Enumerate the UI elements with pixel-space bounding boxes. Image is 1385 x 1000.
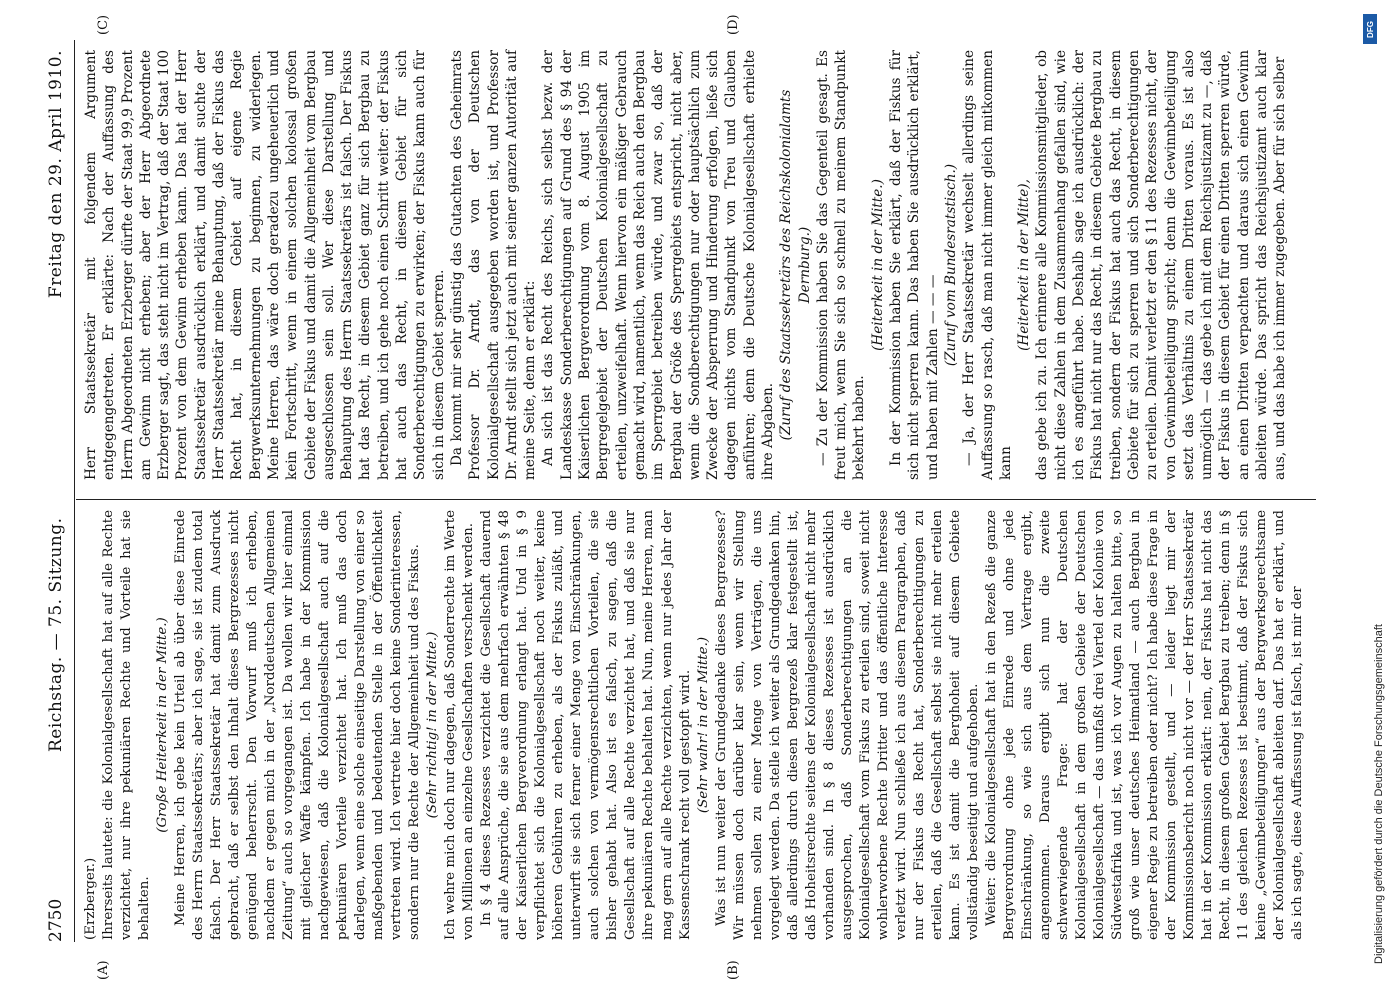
paragraph: das gebe ich zu. Ich erinnere alle Kommissionsmitglieder, ob nicht diese Zahlen in dem Zusammenhang gefallen sind, wie ich es angeführt habe. Deshalb sage ich ausdrücklich: der Fiskus hat nicht nur das Recht, in diesem Gebiete Bergbau zu treiben, sondern der Fiskus hat auch das Recht, in diesem Gebiete für sich zu sperren und sich Sonderberechtigungen zu erteilen. Damit verletzt er den § 11 des Rezesses nicht, der von Gewinnbeteiligung spricht; denn die Gewinnbeteiligung setzt das Verhältnis zu einem Dritten voraus. Es ist also unmöglich — das gebe ich mit dem Reichsjustizamt zu —, daß der Fiskus in diesem Gebiet für einen Dritten sperren würde, an einen Dritten verpachten und daraus sich einen Gewinn ableiten würde. Das spricht das Reichsjustizamt auch klar aus, und das habe ich immer zugegeben. Aber für sich selber	[1034, 50, 1289, 480]
margin-mark-b: (B)	[726, 960, 741, 980]
paragraph: (Sehr richtig! in der Mitte.)	[425, 631, 441, 819]
paragraph: Weiter: die Kolonialgesellschaft hat in den Rezeß die ganze Bergverordnung ohne jede Einrede und ohne jede Einschränkung, so wie sich aus dem Vertrage ergibt, angenommen. Daraus ergibt sich nun die zweite schwerwiegende Frage: hat der Deutschen Kolonialgesellschaft in dem großen Gebiete der Deutschen Kolonialgesellschaft — das umfaßt drei Viertel der Kolonie von Südwestafrika und ist, was ich vor Augen zu halten bitte, so groß wie unser deutsches Heimatland — auch Bergbau in eigener Regie zu betreiben oder nicht? Ich habe diese Frage in der Kommission gestellt, und — leider liegt mir der Kommissionsbericht noch nicht vor — der Herr Staatssekretär hat in der Kommission erklärt: nein, der Fiskus hat nicht das Recht, in diesem großen Gebiet Bergbau zu treiben; denn in § 11 des gleichen Rezesses ist bestimmt, daß der Fiskus sich keine „Gewinnbeteiligungen“ aus der Bergwerksgerechtsame der Kolonialgesellschaft ableiten darf. Das hat er erklärt, und als ich sagte, diese Auffassung ist falsch, ist mir der	[983, 509, 1306, 940]
paragraph: (Sehr wahr! in der Mitte.)	[695, 636, 711, 814]
paragraph: An sich ist das Recht des Reichs, sich selbst bezw. der Landeskasse Sonderberechtigungen auf Grund des § 94 der Kaiserlichen Bergverordnung vom 8. August 1905 im Bergregelgebiet der Deutschen Kolonialgesellschaft zu erteilen, unzweifelhaft. Wenn hiervon ein mäßiger Gebrauch gemacht wird, namentlich, wenn das Reich auch den Bergbau im Sperrgebiet betreiben würde, und zwar so, daß der Bergbau der Größe des Sperrgebiets entspricht, nicht aber, wenn die Sondberechtigungen nur oder hauptsächlich zum Zwecke der Absperrung und Hinderung erfolgen, ließe sich dagegen nichts vom Standpunkt von Treu und Glauben anführen; denn die Deutsche Kolonialgesellschaft erhielte ihre Abgaben.	[540, 50, 776, 480]
paragraph: Was ist nun weiter der Grundgedanke dieses Bergrezesses? Wir müssen doch darüber klar sein, wenn wir Stellung nehmen sollen zu einer Menge von Verträgen, die uns vorgelegt werden. Da stelle ich weiter als Grundgedanken hin, daß allerdings durch diesen Bergrezeß klar festgestellt ist, daß Hoheitsrechte seitens der Kolonialgesellschaft nicht mehr vorhanden sind. In § 8 dieses Rezesses ist ausdrücklich ausgesprochen, daß Sonderberechtigungen an die Kolonialgesellschaft vom Fiskus zu erteilen sind, soweit nicht wohlerworbene Rechte Dritter und das öffentliche Interesse verletzt wird. Nun schließe ich aus diesem Paragraphen, daß nur der Fiskus das Recht hat, Sonderberechtigungen zu erteilen, daß die Gesellschaft selbst sie nicht mehr erteilen kann. Es ist damit die Berghoheit auf diesem Gebiete vollständig beseitigt und aufgehoben.	[713, 510, 981, 940]
rotated-page	[26, 0, 1356, 1000]
margin-mark-d: (D)	[726, 14, 741, 35]
page-header	[46, 40, 72, 942]
paragraph: (Heiterkeit in der Mitte),	[1016, 179, 1033, 351]
paragraph: Herr Staatssekretär mit folgendem Argument entgegengetreten. Er erklärte: Nach der Auffassung des Herrn Abgeordneten Erzberger dürfte der Staat 99,9 Prozent am Gewinn nicht erheben; aber der Herr Abgeordnete Erzberger sagt, das steht nicht im Vertrag, daß der Staat 100 Prozent von dem Gewinn erheben kann. Das hat der Herr Staatssekretär ausdrücklich erklärt, und damit suchte der Herr Staatssekretär meine Behauptung, daß der Fiskus das Recht hat, in diesem Gebiet auf eigene Regie Bergwerksunternehmungen zu beginnen, zu widerlegen. Meine Herren, das wäre doch geradezu ungeheuerlich und kein Fortschritt, wenn in einem solchen kolossal großen Gebiete der Fiskus und damit die Allgemeinheit vom Bergbau ausgeschlossen sein soll. Wer diese Darstellung und Behauptung des Herrn Staatssekretärs ist falsch. Der Fiskus hat das Recht, in diesem Gebiet ganz für sich Bergbau zu betreiben, und ich gehe noch einen Schritt weiter: der Fiskus hat auch das Recht, in diesem Gebiet für sich Sonderberechtigungen zu erwirken; der Fiskus kann auch für sich in diesem Gebiet sperren.	[83, 50, 447, 480]
paragraph: In § 4 dieses Rezesses verzichtet die Gesellschaft dauernd auf alle Ansprüche, die sie aus dem mehrfach erwähnten § 48 der Kaiserlichen Bergverordnung erlangt hat. Und in § 9 verpflichtet sich die Kolonialgesellschaft noch weiter, keine höheren Gebühren zu erheben, als der Fiskus zuläßt, und unterwirft sie sich ferner einer Menge von Einschränkungen, auch solchen von vermögensrechtlichen Vorteilen, die sie bisher gehabt hat. Also ist es falsch, zu sagen, daß die Gesellschaft auf alle Rechte verzichtet hat, und daß sie nur ihre pekuniären Rechte behalten hat. Nun, meine Herren, man mag gern auf alle Rechte verzichten, wenn nur jedes Jahr der Kassenschrank recht voll gestopft wird.	[479, 510, 693, 940]
paragraph: — Zu der Kommission haben Sie das Gegenteil gesagt. Es freut mich, wenn Sie sich so schnell zu meinem Standpunkt bekehrt haben.	[814, 50, 868, 480]
page-number: 2750	[46, 898, 66, 942]
paragraph: Ich wehre mich doch nur dagegen, daß Sonderrechte im Werte von Millionen an einzelne Gesellschaften verschenkt werden.	[443, 510, 477, 940]
paragraph: Ihrerseits lautete: die Kolonialgesellschaft hat auf alle Rechte verzichtet, nur ihre pekuniären Rechte und Vorteile hat sie behalten.	[101, 510, 153, 940]
margin-mark-a: (A)	[96, 960, 111, 980]
dfg-logo: DFG	[1363, 14, 1377, 44]
paragraph: In der Kommission haben Sie erklärt, daß der Fiskus für sich nicht sperren kann. Das haben Sie ausdrücklich erklärt, und haben mit Zahlen — — —	[888, 50, 941, 480]
paragraph: (Zuruf vom Bundesratstisch.)	[942, 163, 959, 367]
column-divider	[76, 499, 1316, 500]
margin-mark-c: (C)	[96, 14, 111, 35]
paragraph: (Große Heiterkeit in der Mitte.)	[155, 617, 171, 833]
session-title: Reichstag. — 75. Sitzung.	[46, 517, 66, 752]
paragraph: Da kommt mir sehr günstig das Gutachten des Geheimrats Professor Dr. Arndt, das von der Deutschen Kolonialgesellschaft ausgegeben worden ist, und Professor Dr. Arndt stellt sich jetzt auch mit seiner ganzen Autorität auf meine Seite, denn er erklärt:	[448, 50, 539, 480]
dfg-credit	[1361, 14, 1385, 974]
paragraph: Meine Herren, ich gebe kein Urteil ab über diese Einrede des Herrn Staatssekretärs; aber ich sage, sie ist zudem total falsch. Der Herr Staatssekretär hat damit zum Ausdruck gebracht, daß er selbst den Inhalt dieses Bergrezesses nicht genügend beherrscht. Den Vorwurf muß ich erheben, nachdem er gegen mich in der „Norddeutschen Allgemeinen Zeitung“ auch so vorgegangen ist. Da wollen wir hier einmal mit gleicher Waffe kämpfen. Ich habe in der Kommission nachgewiesen, daß die Kolonialgesellschaft auch auf die pekuniären Vorteile verzichtet hat. Ich muß das doch darlegen, wenn eine solche einseitige Darstellung von einer so maßgebenden und bedeutenden Stelle in der Öffentlichkeit vertreten wird. Ich vertrete hier doch keine Sonderinteressen, sondern nur die Rechte der Allgemeinheit und des Fiskus.	[173, 510, 423, 940]
left-column	[82, 510, 1307, 940]
right-column	[82, 50, 1290, 480]
paragraph: (Heiterkeit in der Mitte.)	[869, 179, 886, 351]
session-date: Freitag den 29. April 1910.	[46, 50, 66, 299]
header-rule	[74, 40, 75, 942]
credit-text: Digitalisierung gefördert durch die Deutsche Forschungsgemeinschaft	[1373, 624, 1385, 964]
paragraph: — Ja, der Herr Staatssekretär wechselt allerdings seine Auffassung so rasch, daß man nicht immer gleich mitkommen kann	[961, 50, 1014, 480]
paragraph: (Erzberger.)	[83, 857, 98, 940]
paragraph: (Zuruf des Staatssekretärs des Reichskolonialamts Dernburg.)	[778, 89, 813, 441]
